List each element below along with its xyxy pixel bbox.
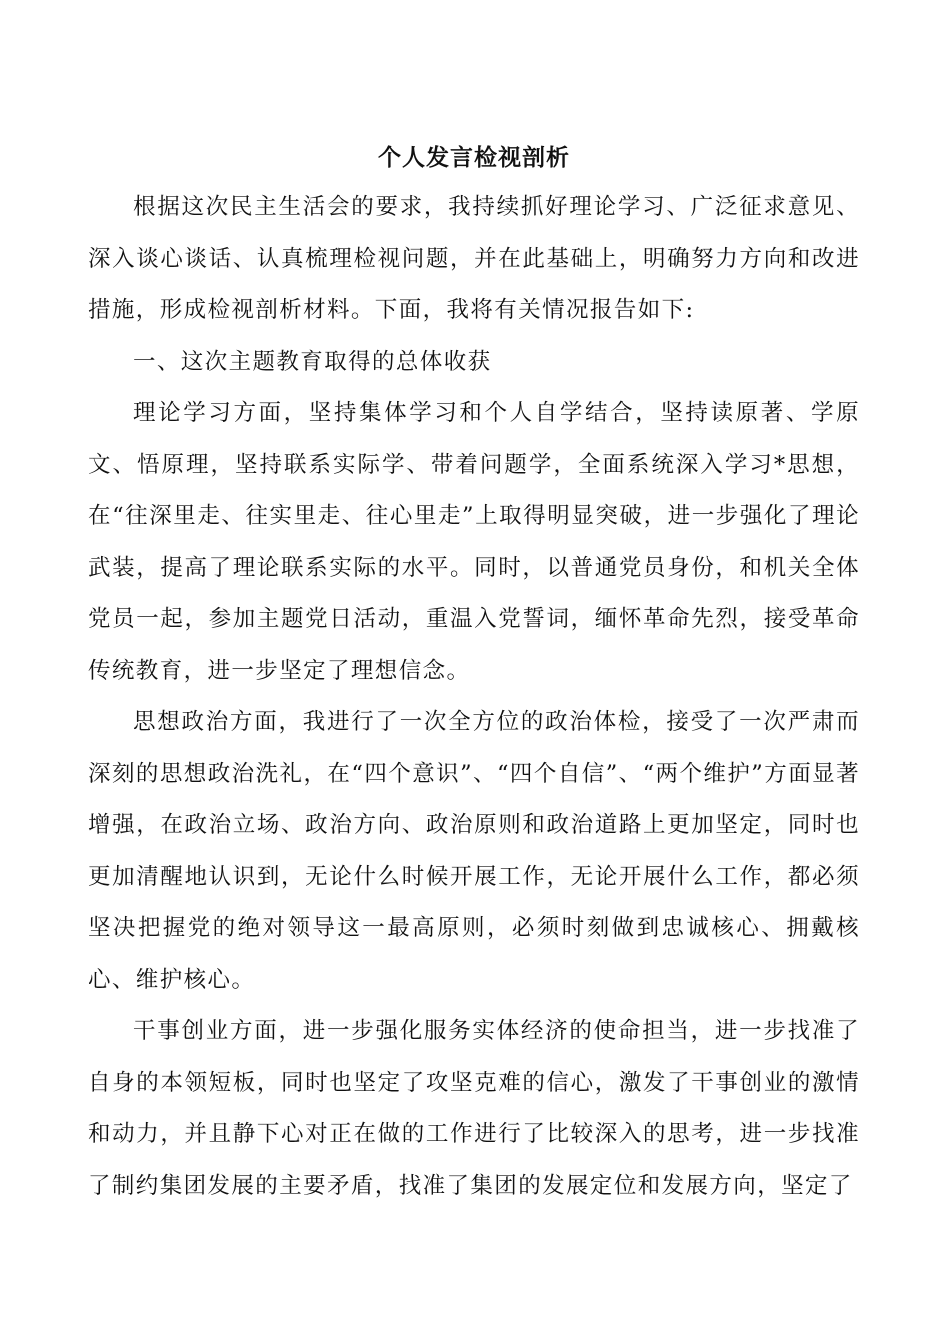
paragraph-career-work: 干事创业方面，进一步强化服务实体经济的使命担当，进一步找准了自身的本领短板，同时也坚定了攻坚克难的信心，激发了干事创业的激情和动力，并且静下心对正在做的工作进行了比较深入的思考，进一步找准了制约集团发展的主要矛盾，找准了集团的发展定位和发展方向，坚定了: [88, 1018, 860, 1199]
section-heading: 一、这次主题教育取得的总体收获: [133, 348, 492, 375]
document-title: 个人发言检视剖析: [378, 144, 570, 171]
intro-paragraph: 根据这次民主生活会的要求，我持续抓好理论学习、广泛征求意见、深入谈心谈话、认真梳理检视问题，并在此基础上，明确努力方向和改进措施，形成检视剖析材料。下面，我将有关情况报告如下:: [88, 194, 860, 323]
paragraph-theory-study: 理论学习方面，坚持集体学习和个人自学结合，坚持读原著、学原文、悟原理，坚持联系实际学、带着问题学，全面系统深入学习*思想，在“往深里走、往实里走、往心里走”上取得明显突破，进一步强化了理论武装，提高了理论联系实际的水平。同时，以普通党员身份，和机关全体党员一起，参加主题党日活动，重温入党誓词，缅怀革命先烈，接受革命传统教育，进一步坚定了理想信念。: [88, 400, 860, 684]
document-body: [88, 134, 860, 1212]
paragraph-ideology-politics: 思想政治方面，我进行了一次全方位的政治体检，接受了一次严肃而深刻的思想政治洗礼，在“四个意识”、“四个自信”、“两个维护”方面显著增强，在政治立场、政治方向、政治原则和政治道路上更加坚定，同时也更加清醒地认识到，无论什么时候开展工作，无论开展什么工作，都必须坚决把握党的绝对领导这一最高原则，必须时刻做到忠诚核心、拥戴核心、维护核心。: [88, 709, 860, 993]
